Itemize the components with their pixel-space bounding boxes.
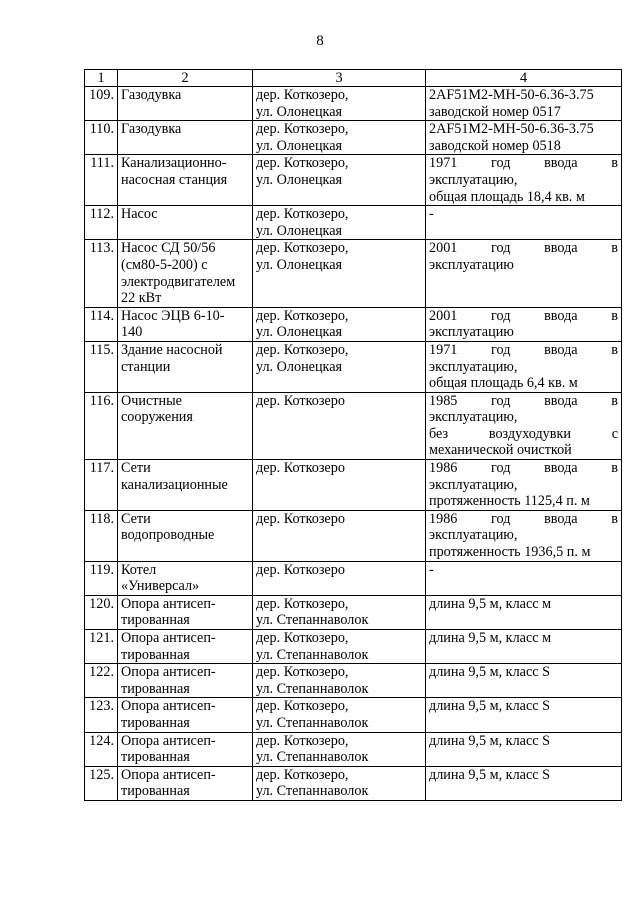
page-number: 8 [316, 33, 324, 49]
object-name-line: Насос СД 50/56 [121, 240, 216, 257]
object-name-line: Насос ЭЦВ 6-10- [121, 307, 225, 324]
address-line: дер. Коткозеро, [256, 155, 349, 172]
address-line: дер. Коткозеро [256, 460, 345, 477]
address-line: дер. Коткозеро, [256, 595, 349, 612]
table-row [85, 460, 622, 511]
description-line: без воздуходувки с [429, 425, 618, 442]
row-number-cell: 119. [85, 561, 118, 595]
object-name-cell [118, 561, 253, 595]
object-name-line: 140 [121, 324, 143, 341]
object-name-cell [118, 732, 253, 766]
description-line: 1986 год ввода в [429, 510, 618, 527]
description-line: протяженность 1125,4 п. м [429, 493, 590, 510]
description-cell [426, 561, 622, 595]
address-cell [253, 595, 426, 629]
description-cell [426, 630, 622, 664]
object-name-cell [118, 341, 253, 392]
address-cell [253, 307, 426, 341]
table-row [85, 630, 622, 664]
address-cell [253, 392, 426, 459]
description-cell [426, 155, 622, 206]
address-line: дер. Коткозеро, [256, 766, 349, 783]
row-number-cell: 114. [85, 307, 118, 341]
table-row [85, 595, 622, 629]
table-row [85, 664, 622, 698]
row-number-cell: 109. [85, 87, 118, 121]
row-number-cell: 117. [85, 460, 118, 511]
object-name-cell [118, 87, 253, 121]
row-number-cell: 122. [85, 664, 118, 698]
row-number-cell: 118. [85, 510, 118, 561]
table-row [85, 392, 622, 459]
object-name-cell [118, 766, 253, 800]
table-row [85, 698, 622, 732]
object-name-line: насосная станция [121, 171, 228, 188]
description-cell [426, 87, 622, 121]
object-name-line: Опора антисеп- [121, 732, 216, 749]
object-name-line: тированная [121, 783, 190, 800]
property-table [84, 69, 622, 801]
object-name-line: Опора антисеп- [121, 698, 216, 715]
object-name-line: Насос [121, 206, 158, 223]
object-name-line: Сети [121, 460, 151, 477]
address-cell [253, 206, 426, 240]
row-number-cell: 121. [85, 630, 118, 664]
description-line: длина 9,5 м, класс S [429, 766, 550, 783]
object-name-line: Опора антисеп- [121, 766, 216, 783]
address-cell [253, 460, 426, 511]
description-line: эксплуатацию [429, 256, 514, 273]
description-cell [426, 392, 622, 459]
address-cell [253, 732, 426, 766]
object-name-line: Газодувка [121, 121, 182, 138]
object-name-cell [118, 698, 253, 732]
table-row [85, 155, 622, 206]
row-number-cell: 116. [85, 392, 118, 459]
address-line: ул. Олонецкая [256, 137, 343, 154]
description-cell [426, 664, 622, 698]
object-name-cell [118, 664, 253, 698]
description-line: общая площадь 18,4 кв. м [429, 188, 585, 205]
object-name-line: Опора антисеп- [121, 664, 216, 681]
address-line: дер. Коткозеро, [256, 341, 349, 358]
row-number-cell: 124. [85, 732, 118, 766]
description-line: - [429, 206, 434, 223]
description-cell [426, 206, 622, 240]
column-header-address: 3 [253, 70, 426, 87]
row-number-cell: 120. [85, 595, 118, 629]
row-number-cell: 110. [85, 121, 118, 155]
address-line: дер. Коткозеро [256, 561, 345, 578]
address-line: ул. Олонецкая [256, 256, 343, 273]
address-cell [253, 510, 426, 561]
object-name-cell [118, 121, 253, 155]
address-cell [253, 341, 426, 392]
object-name-line: Сети [121, 510, 151, 527]
description-line: 2001 год ввода в [429, 240, 618, 257]
address-cell [253, 766, 426, 800]
address-line: ул. Степаннаволок [256, 783, 369, 800]
object-name-cell [118, 155, 253, 206]
address-line: ул. Степаннаволок [256, 714, 369, 731]
address-line: дер. Коткозеро, [256, 630, 349, 646]
column-header-description: 4 [426, 70, 622, 87]
description-line: эксплуатацию, [429, 476, 518, 493]
object-name-line: тированная [121, 612, 190, 629]
description-line: эксплуатацию, [429, 527, 518, 544]
address-cell [253, 698, 426, 732]
object-name-line: Опора антисеп- [121, 595, 216, 612]
object-name-cell [118, 307, 253, 341]
description-cell [426, 341, 622, 392]
address-line: ул. Степаннаволок [256, 612, 369, 629]
address-line: ул. Олонецкая [256, 103, 343, 120]
address-line: дер. Коткозеро, [256, 206, 349, 223]
table-body [85, 70, 622, 801]
row-number-cell: 112. [85, 206, 118, 240]
description-cell [426, 698, 622, 732]
description-line: эксплуатацию, [429, 358, 518, 375]
object-name-line: канализационные [121, 476, 228, 493]
address-line: дер. Коткозеро, [256, 664, 349, 681]
address-line: дер. Коткозеро, [256, 698, 349, 715]
description-line: эксплуатацию, [429, 171, 518, 188]
address-line: ул. Олонецкая [256, 171, 343, 188]
address-line: дер. Коткозеро, [256, 87, 349, 103]
description-line: эксплуатацию, [429, 409, 518, 426]
description-line: длина 9,5 м, класс S [429, 698, 550, 715]
table-row [85, 561, 622, 595]
object-name-line: Очистные [121, 392, 182, 409]
object-name-line: 22 кВт [121, 290, 162, 307]
object-name-line: тированная [121, 714, 190, 731]
description-cell [426, 121, 622, 155]
table-row [85, 766, 622, 800]
object-name-line: «Универсал» [121, 578, 200, 595]
object-name-line: тированная [121, 680, 190, 697]
description-line: протяженность 1936,5 п. м [429, 544, 591, 561]
address-cell [253, 155, 426, 206]
table-row [85, 87, 622, 121]
address-line: дер. Коткозеро, [256, 307, 349, 324]
table-row [85, 206, 622, 240]
object-name-line: сооружения [121, 409, 193, 426]
description-line: заводской номер 0518 [429, 137, 561, 154]
address-cell [253, 121, 426, 155]
address-line: дер. Коткозеро [256, 510, 345, 527]
object-name-line: тированная [121, 749, 190, 766]
row-number-cell: 123. [85, 698, 118, 732]
table-row [85, 240, 622, 307]
table-row [85, 510, 622, 561]
description-line: 1971 год ввода в [429, 341, 618, 358]
object-name-line: станции [121, 358, 171, 375]
address-line: ул. Степаннаволок [256, 749, 369, 766]
object-name-cell [118, 630, 253, 664]
table-header-row [85, 70, 622, 87]
column-header-number: 1 [85, 70, 118, 87]
row-number-cell: 111. [85, 155, 118, 206]
description-line: общая площадь 6,4 кв. м [429, 375, 578, 392]
description-line: механической очисткой [429, 442, 572, 459]
address-line: ул. Степаннаволок [256, 646, 369, 663]
object-name-cell [118, 392, 253, 459]
object-name-line: электродвигателем [121, 273, 236, 290]
table-row [85, 121, 622, 155]
address-cell [253, 87, 426, 121]
description-line: 1986 год ввода в [429, 460, 618, 477]
object-name-line: Котел [121, 561, 157, 578]
description-cell [426, 460, 622, 511]
object-name-cell [118, 460, 253, 511]
address-line: ул. Олонецкая [256, 324, 343, 341]
address-line: дер. Коткозеро [256, 392, 345, 409]
object-name-line: Канализационно- [121, 155, 227, 172]
description-line: эксплуатацию [429, 324, 514, 341]
description-cell [426, 307, 622, 341]
table-row [85, 307, 622, 341]
object-name-line: водопроводные [121, 527, 215, 544]
table-row [85, 341, 622, 392]
description-line: заводской номер 0517 [429, 103, 561, 120]
object-name-cell [118, 510, 253, 561]
description-line: 1971 год ввода в [429, 155, 618, 172]
description-cell [426, 766, 622, 800]
object-name-cell [118, 240, 253, 307]
description-line: длина 9,5 м, класс S [429, 732, 550, 749]
description-line: 1985 год ввода в [429, 392, 618, 409]
row-number-cell: 125. [85, 766, 118, 800]
address-cell [253, 664, 426, 698]
object-name-line: Здание насосной [121, 341, 223, 358]
row-number-cell: 115. [85, 341, 118, 392]
object-name-line: Газодувка [121, 87, 182, 103]
address-cell [253, 240, 426, 307]
description-cell [426, 240, 622, 307]
address-line: дер. Коткозеро, [256, 121, 349, 138]
address-cell [253, 630, 426, 664]
description-line: - [429, 561, 434, 578]
row-number-cell: 113. [85, 240, 118, 307]
table-row [85, 732, 622, 766]
description-cell [426, 732, 622, 766]
address-line: ул. Олонецкая [256, 358, 343, 375]
description-cell [426, 510, 622, 561]
description-cell [426, 595, 622, 629]
description-line: длина 9,5 м, класс м [429, 595, 552, 612]
column-header-name: 2 [118, 70, 253, 87]
description-line: 2AF51M2-MH-50-6.36-3.75 [429, 121, 594, 138]
object-name-cell [118, 206, 253, 240]
object-name-line: Опора антисеп- [121, 630, 216, 646]
object-name-line: тированная [121, 646, 190, 663]
address-line: дер. Коткозеро, [256, 240, 349, 257]
address-line: дер. Коткозеро, [256, 732, 349, 749]
address-line: ул. Олонецкая [256, 222, 343, 239]
description-line: длина 9,5 м, класс S [429, 664, 550, 681]
address-cell [253, 561, 426, 595]
object-name-line: (см80-5-200) с [121, 256, 208, 273]
object-name-cell [118, 595, 253, 629]
description-line: 2001 год ввода в [429, 307, 618, 324]
description-line: 2AF51M2-MH-50-6.36-3.75 [429, 87, 594, 103]
description-line: длина 9,5 м, класс м [429, 630, 552, 646]
address-line: ул. Степаннаволок [256, 680, 369, 697]
